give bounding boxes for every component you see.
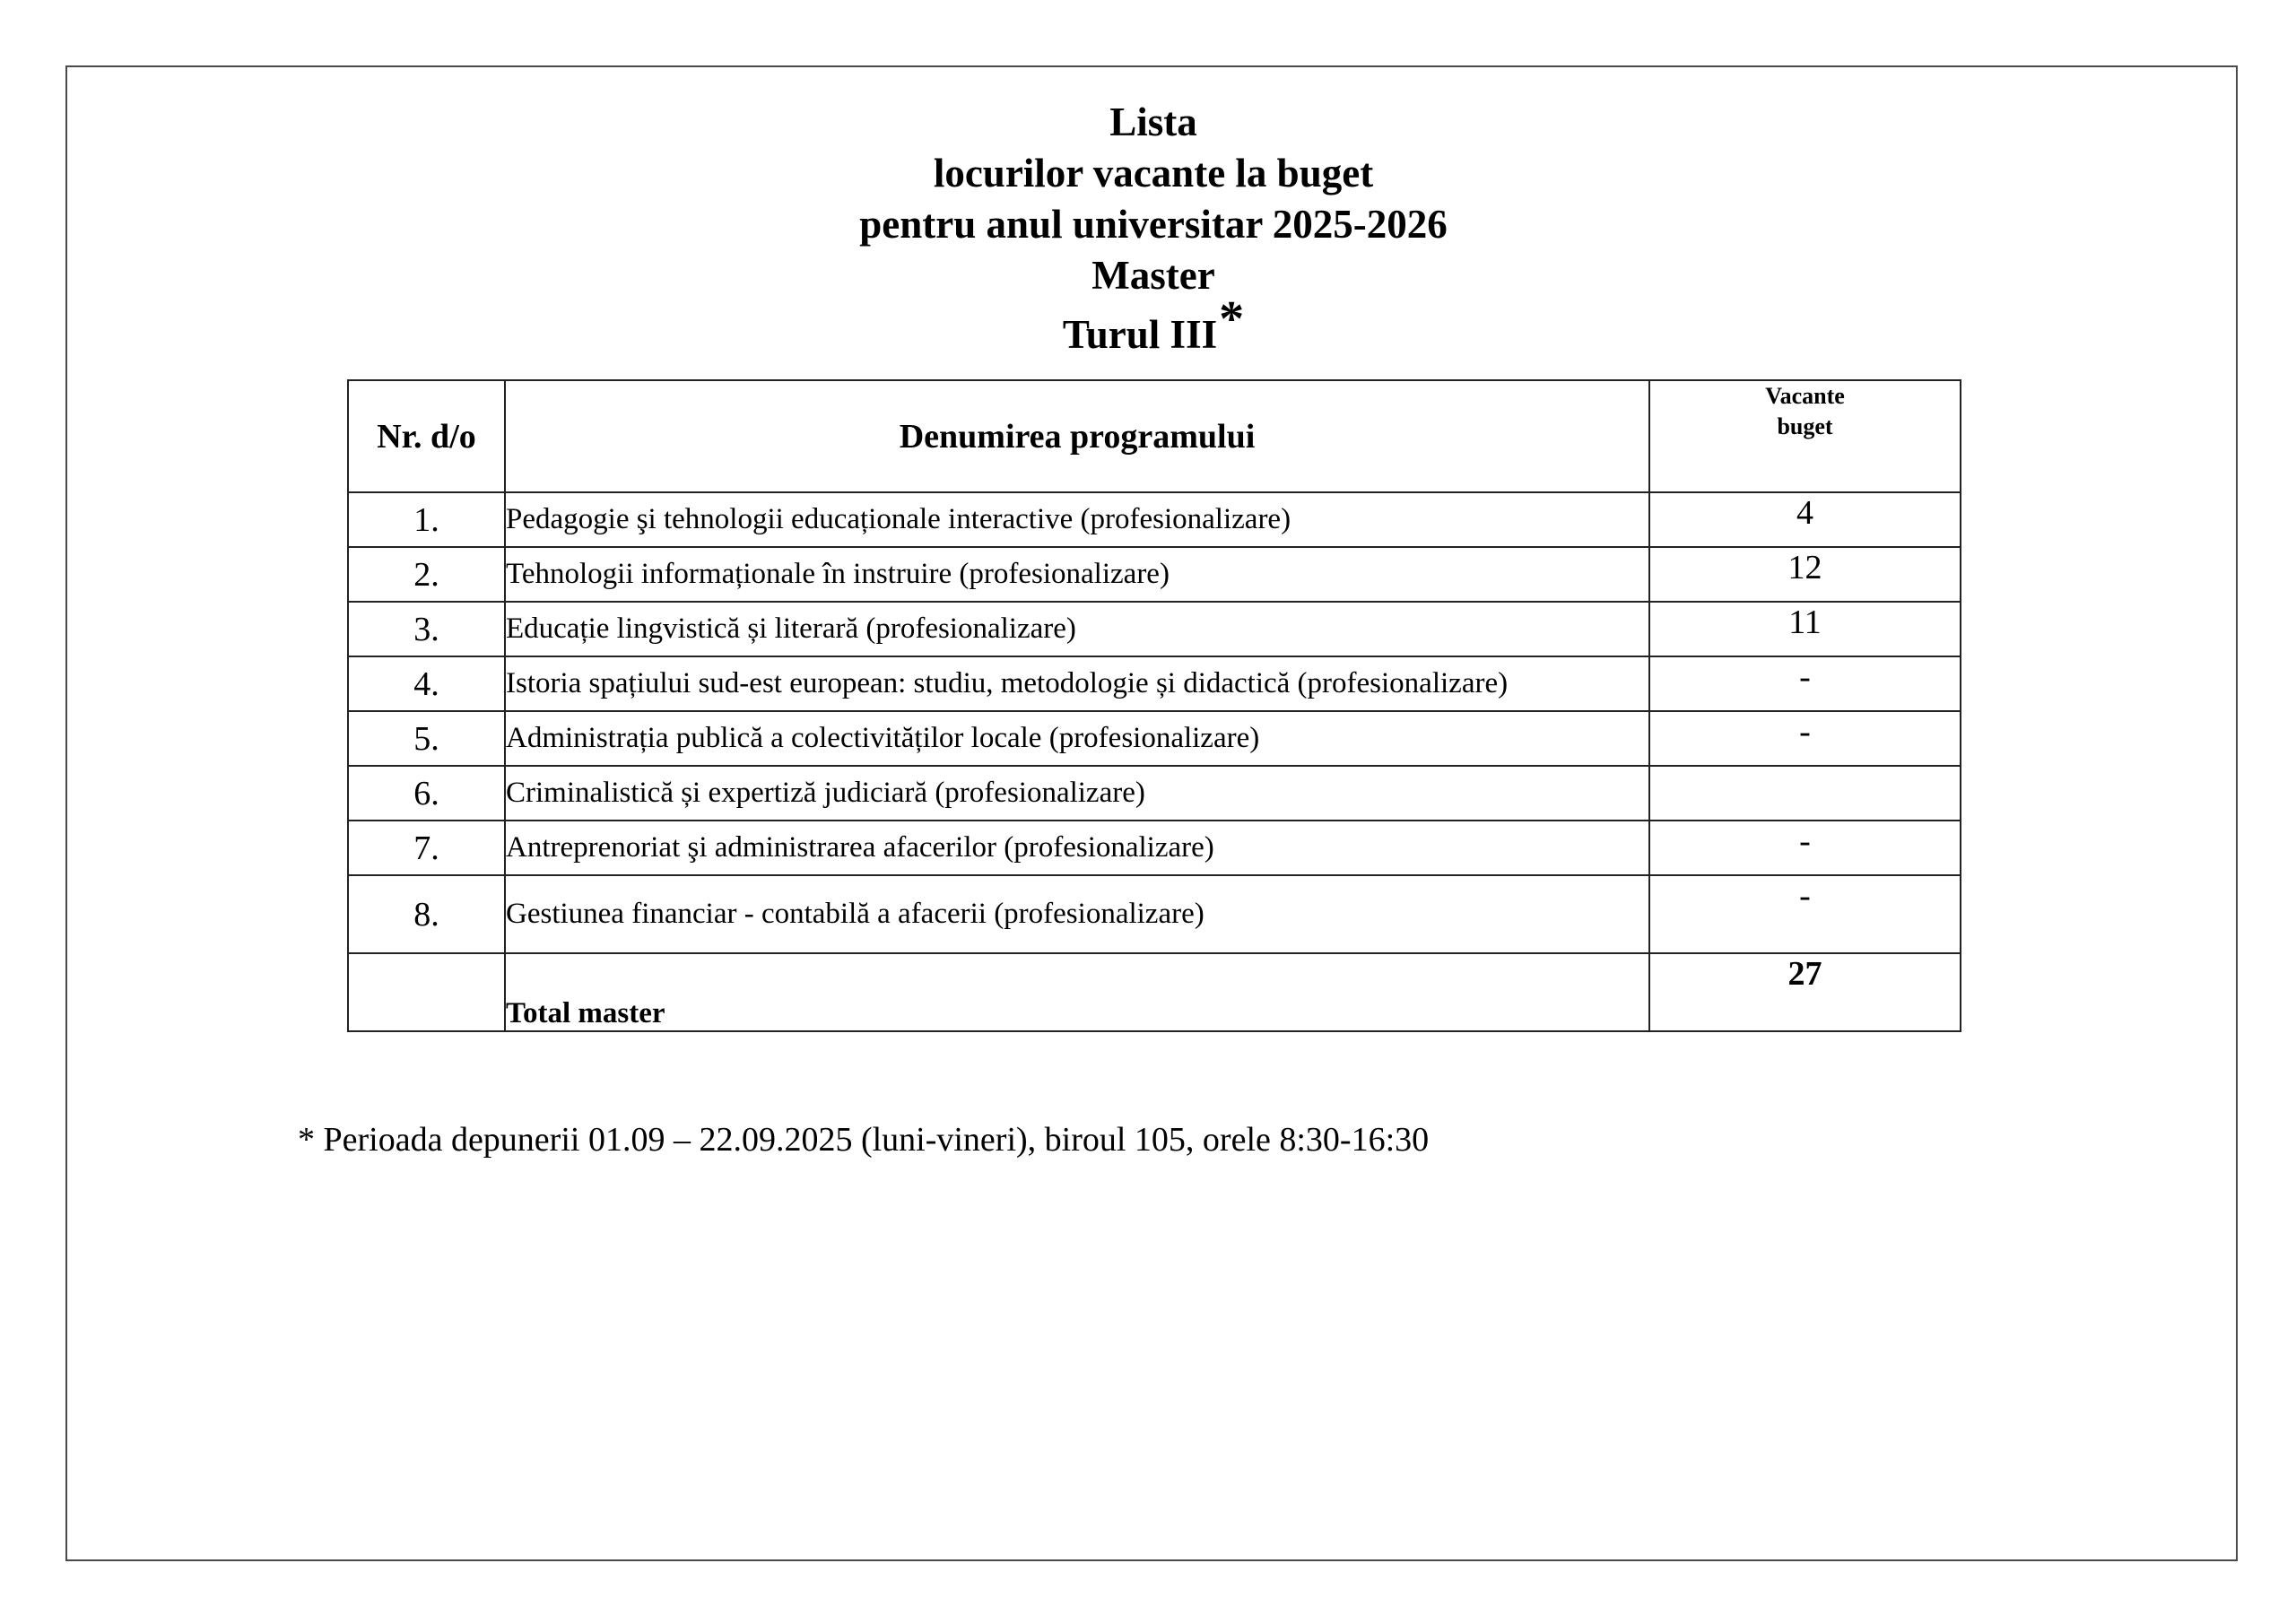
row-number: 5.: [348, 711, 505, 766]
table-row: [348, 656, 1961, 711]
footnote: * Perioada depunerii 01.09 – 22.09.2025 (luni-vineri), biroul 105, orele 8:30-16:30: [298, 1121, 1430, 1159]
header-vacant-line-1: Vacante: [1765, 383, 1845, 409]
vacant-count: -: [1649, 875, 1961, 953]
program-name: Gestiunea financiar - contabilă a afacerii (profesionalizare): [505, 875, 1649, 953]
heading-line-2: locurilor vacante la buget: [933, 151, 1374, 195]
vacant-count: 4: [1649, 492, 1961, 547]
row-number: 3.: [348, 602, 505, 656]
total-value: 27: [1649, 953, 1961, 1031]
header-nr: Nr. d/o: [348, 380, 505, 492]
row-number: 7.: [348, 821, 505, 875]
program-name: Pedagogie şi tehnologii educaționale interactive (profesionalizare): [505, 492, 1649, 547]
heading-line-4: Master: [1091, 253, 1215, 298]
heading-round: [0, 291, 2296, 360]
vacant-count: -: [1649, 821, 1961, 875]
vacant-count: -: [1649, 656, 1961, 711]
row-number: 2.: [348, 547, 505, 602]
table-header-row: [348, 380, 1961, 492]
vacant-count: 11: [1649, 602, 1961, 656]
table-row: [348, 875, 1961, 953]
total-label: Total master: [505, 953, 1649, 1031]
row-number: 8.: [348, 875, 505, 953]
program-name: Tehnologii informaționale în instruire (profesionalizare): [505, 547, 1649, 602]
heading-round-label: Turul III: [1062, 312, 1218, 357]
header-vacant-line-2: buget: [1777, 413, 1833, 439]
program-name: Administrația publică a colectivităților locale (profesionalizare): [505, 711, 1649, 766]
table-row: [348, 547, 1961, 602]
vacant-count: -: [1649, 711, 1961, 766]
vacancies-table: [347, 379, 1961, 1032]
table-row: [348, 602, 1961, 656]
header-program-name: Denumirea programului: [505, 380, 1649, 492]
table-total-row: [348, 953, 1961, 1031]
program-name: Criminalistică și expertiză judiciară (profesionalizare): [505, 766, 1649, 821]
program-name: Educație lingvistică și literară (profesionalizare): [505, 602, 1649, 656]
row-number: 4.: [348, 656, 505, 711]
heading-asterisk: *: [1219, 291, 1245, 347]
heading-line-1: Lista: [1109, 100, 1197, 144]
header-vacant: [1649, 380, 1961, 492]
heading-line-3: pentru anul universitar 2025-2026: [859, 202, 1448, 247]
table-row: [348, 492, 1961, 547]
vacant-count: [1649, 766, 1961, 821]
table-row: [348, 766, 1961, 821]
program-name: Antreprenoriat şi administrarea afacerilor (profesionalizare): [505, 821, 1649, 875]
total-empty-cell: [348, 953, 505, 1031]
row-number: 6.: [348, 766, 505, 821]
row-number: 1.: [348, 492, 505, 547]
document-heading: [0, 97, 2296, 360]
table-row: [348, 821, 1961, 875]
table-row: [348, 711, 1961, 766]
program-name: Istoria spațiului sud-est european: studiu, metodologie și didactică (profesionalizare): [505, 656, 1649, 711]
vacant-count: 12: [1649, 547, 1961, 602]
